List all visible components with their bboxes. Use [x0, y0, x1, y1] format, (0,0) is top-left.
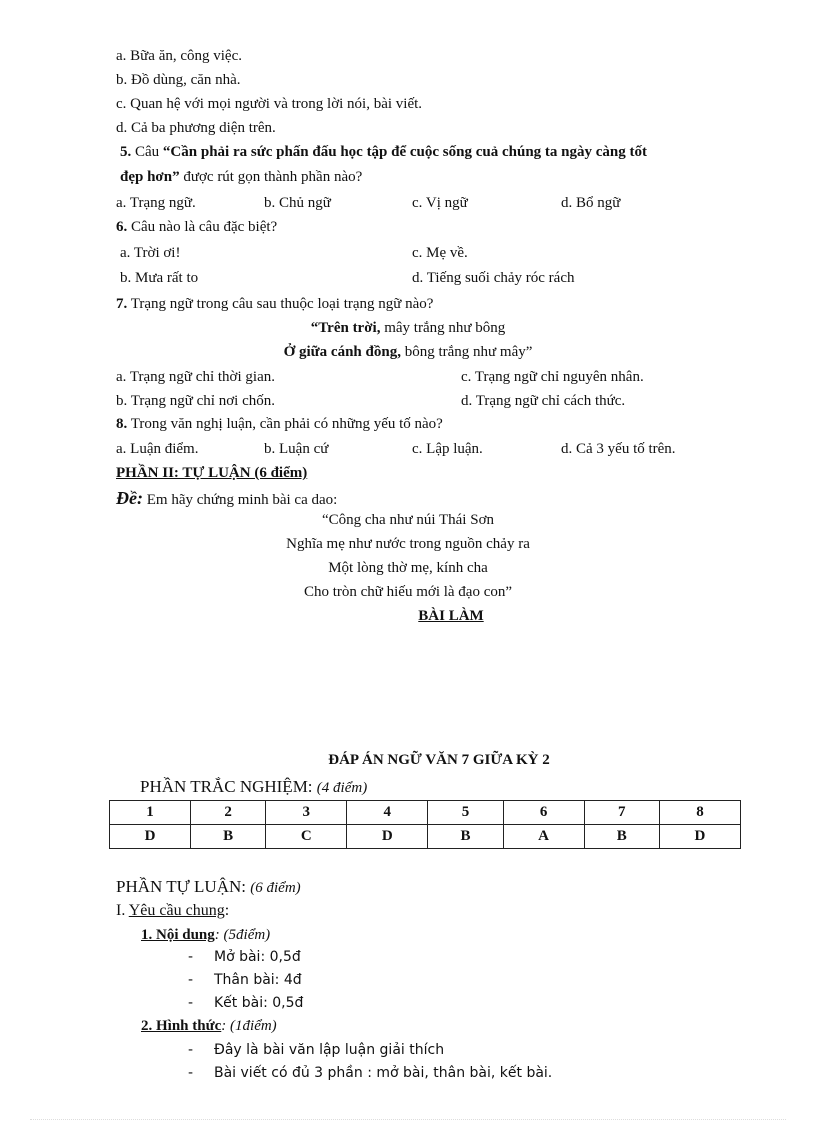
- q8-option-b: b. Luận cứ: [264, 441, 329, 457]
- q8-text: Trong văn nghị luận, cần phải có những yếu tố nào?: [130, 416, 443, 432]
- content-line: [141, 925, 270, 945]
- essay-heading: PHẦN TỰ LUẬN:: [116, 877, 246, 896]
- q7-example-rest-1: mây trắng như bông: [384, 320, 506, 336]
- q7-number: 7.: [116, 296, 128, 312]
- req-prefix: I.: [116, 902, 126, 919]
- bai-lam-heading: BÀI LÀM: [418, 608, 484, 624]
- q5-suffix: được rút gọn thành phần nào?: [183, 169, 363, 185]
- req-label: Yêu cầu chung: [128, 902, 225, 919]
- q7-option-a: a. Trạng ngữ chỉ thời gian.: [116, 369, 275, 385]
- q7-example-rest-2: bông trắng như mây”: [404, 344, 533, 360]
- table-cell: 4: [347, 801, 428, 825]
- list-item: - Mở bài: 0,5đ: [188, 949, 301, 965]
- part2-prompt-line: [116, 488, 337, 510]
- table-cell: A: [503, 825, 584, 849]
- mc-heading-line: [140, 777, 367, 798]
- table-cell: 1: [110, 801, 191, 825]
- q5-quote-line-2: đẹp hơn”: [120, 169, 180, 185]
- table-cell: 8: [659, 801, 740, 825]
- answer-table: [109, 800, 741, 849]
- table-cell: 2: [190, 801, 265, 825]
- q5-line-1: [120, 142, 647, 162]
- q6-number: 6.: [116, 219, 128, 235]
- q4-option-b: b. Đồ dùng, căn nhà.: [116, 72, 241, 88]
- requirements-line: [116, 901, 229, 921]
- q5-option-d: d. Bổ ngữ: [561, 195, 621, 211]
- table-cell: D: [659, 825, 740, 849]
- q5-option-a: a. Trạng ngữ.: [116, 195, 196, 211]
- form-line: [141, 1016, 277, 1036]
- q7-adverbial-2: Ở giữa cánh đồng,: [283, 344, 401, 360]
- q5-quote-line-1: “Cần phải ra sức phấn đấu học tập để cuộc sống cuả chúng ta ngày càng tốt: [162, 144, 648, 160]
- table-cell: 7: [584, 801, 659, 825]
- q4-option-c: c. Quan hệ với mọi người và trong lời nói, bài viết.: [116, 96, 423, 112]
- page-footer-divider: [30, 1119, 786, 1120]
- form-label: 2. Hình thức: [141, 1018, 222, 1034]
- q8-question: [116, 414, 443, 434]
- q4-option-d: d. Cả ba phương diện trên.: [116, 120, 276, 136]
- table-cell: D: [347, 825, 428, 849]
- mc-heading: PHẦN TRẮC NGHIỆM:: [140, 777, 313, 796]
- de-label: Đề:: [116, 488, 143, 508]
- q7-question: [116, 294, 433, 314]
- poem-line-3: Một lòng thờ mẹ, kính cha: [328, 560, 488, 576]
- q7-option-d: d. Trạng ngữ chỉ cách thức.: [461, 393, 626, 409]
- list-item: - Đây là bài văn lập luận giải thích: [188, 1042, 445, 1058]
- q4-option-a: a. Bữa ăn, công việc.: [116, 48, 242, 64]
- part2-prompt: Em hãy chứng minh bài ca dao:: [146, 492, 338, 508]
- q5-line-2: [120, 167, 362, 187]
- table-cell: B: [190, 825, 265, 849]
- content-points: : (5điểm): [214, 927, 271, 943]
- table-cell: 6: [503, 801, 584, 825]
- poem-line-1: “Công cha như núi Thái Sơn: [321, 512, 495, 528]
- q8-option-a: a. Luận điểm.: [116, 441, 199, 457]
- q6-text: Câu nào là câu đặc biệt?: [131, 219, 278, 235]
- form-points: : (1điểm): [221, 1018, 277, 1034]
- essay-points: (6 điểm): [250, 880, 301, 896]
- table-row-answers: [110, 825, 741, 849]
- q5-option-b: b. Chủ ngữ: [264, 195, 331, 211]
- q7-text: Trạng ngữ trong câu sau thuộc loại trạng ngữ nào?: [130, 296, 434, 312]
- q6-option-b: b. Mưa rất to: [120, 270, 199, 286]
- q5-number: 5.: [120, 144, 132, 160]
- q6-option-a: a. Trời ơi!: [120, 245, 181, 261]
- q7-option-c: c. Trạng ngữ chỉ nguyên nhân.: [461, 369, 644, 385]
- table-cell: B: [584, 825, 659, 849]
- answer-key-title: ĐÁP ÁN NGỮ VĂN 7 GIỮA KỲ 2: [328, 752, 550, 768]
- q5-prefix: Câu: [135, 144, 160, 160]
- q7-example-line-2: [0, 342, 816, 362]
- table-cell: B: [428, 825, 503, 849]
- q6-option-c: c. Mẹ về.: [412, 245, 468, 261]
- table-cell: 3: [266, 801, 347, 825]
- q6-question: [116, 217, 277, 237]
- table-cell: D: [110, 825, 191, 849]
- content-label: 1. Nội dung: [141, 927, 215, 943]
- mc-points: (4 điểm): [316, 780, 368, 796]
- q6-option-d: d. Tiếng suối chảy róc rách: [412, 270, 575, 286]
- q8-option-d: d. Cả 3 yếu tố trên.: [561, 441, 676, 457]
- q5-option-c: c. Vị ngữ: [412, 195, 468, 211]
- q7-example-line-1: [0, 318, 816, 338]
- q7-option-b: b. Trạng ngữ chỉ nơi chốn.: [116, 393, 275, 409]
- table-cell: 5: [428, 801, 503, 825]
- req-colon: :: [224, 902, 230, 919]
- q8-option-c: c. Lập luận.: [412, 441, 483, 457]
- poem-line-4: Cho tròn chữ hiếu mới là đạo con”: [303, 584, 513, 600]
- list-item: - Thân bài: 4đ: [188, 972, 302, 988]
- table-cell: C: [266, 825, 347, 849]
- poem-line-2: Nghĩa mẹ như nước trong nguồn chảy ra: [286, 536, 530, 552]
- q8-number: 8.: [116, 416, 128, 432]
- list-item: - Bài viết có đủ 3 phần : mở bài, thân bài, kết bài.: [188, 1065, 553, 1081]
- part2-heading: PHẦN II: TỰ LUẬN (6 điểm): [116, 465, 308, 481]
- q7-adverbial-1: “Trên trời,: [310, 320, 381, 336]
- list-item: - Kết bài: 0,5đ: [188, 995, 304, 1011]
- table-row-numbers: [110, 801, 741, 825]
- essay-heading-line: [116, 877, 301, 898]
